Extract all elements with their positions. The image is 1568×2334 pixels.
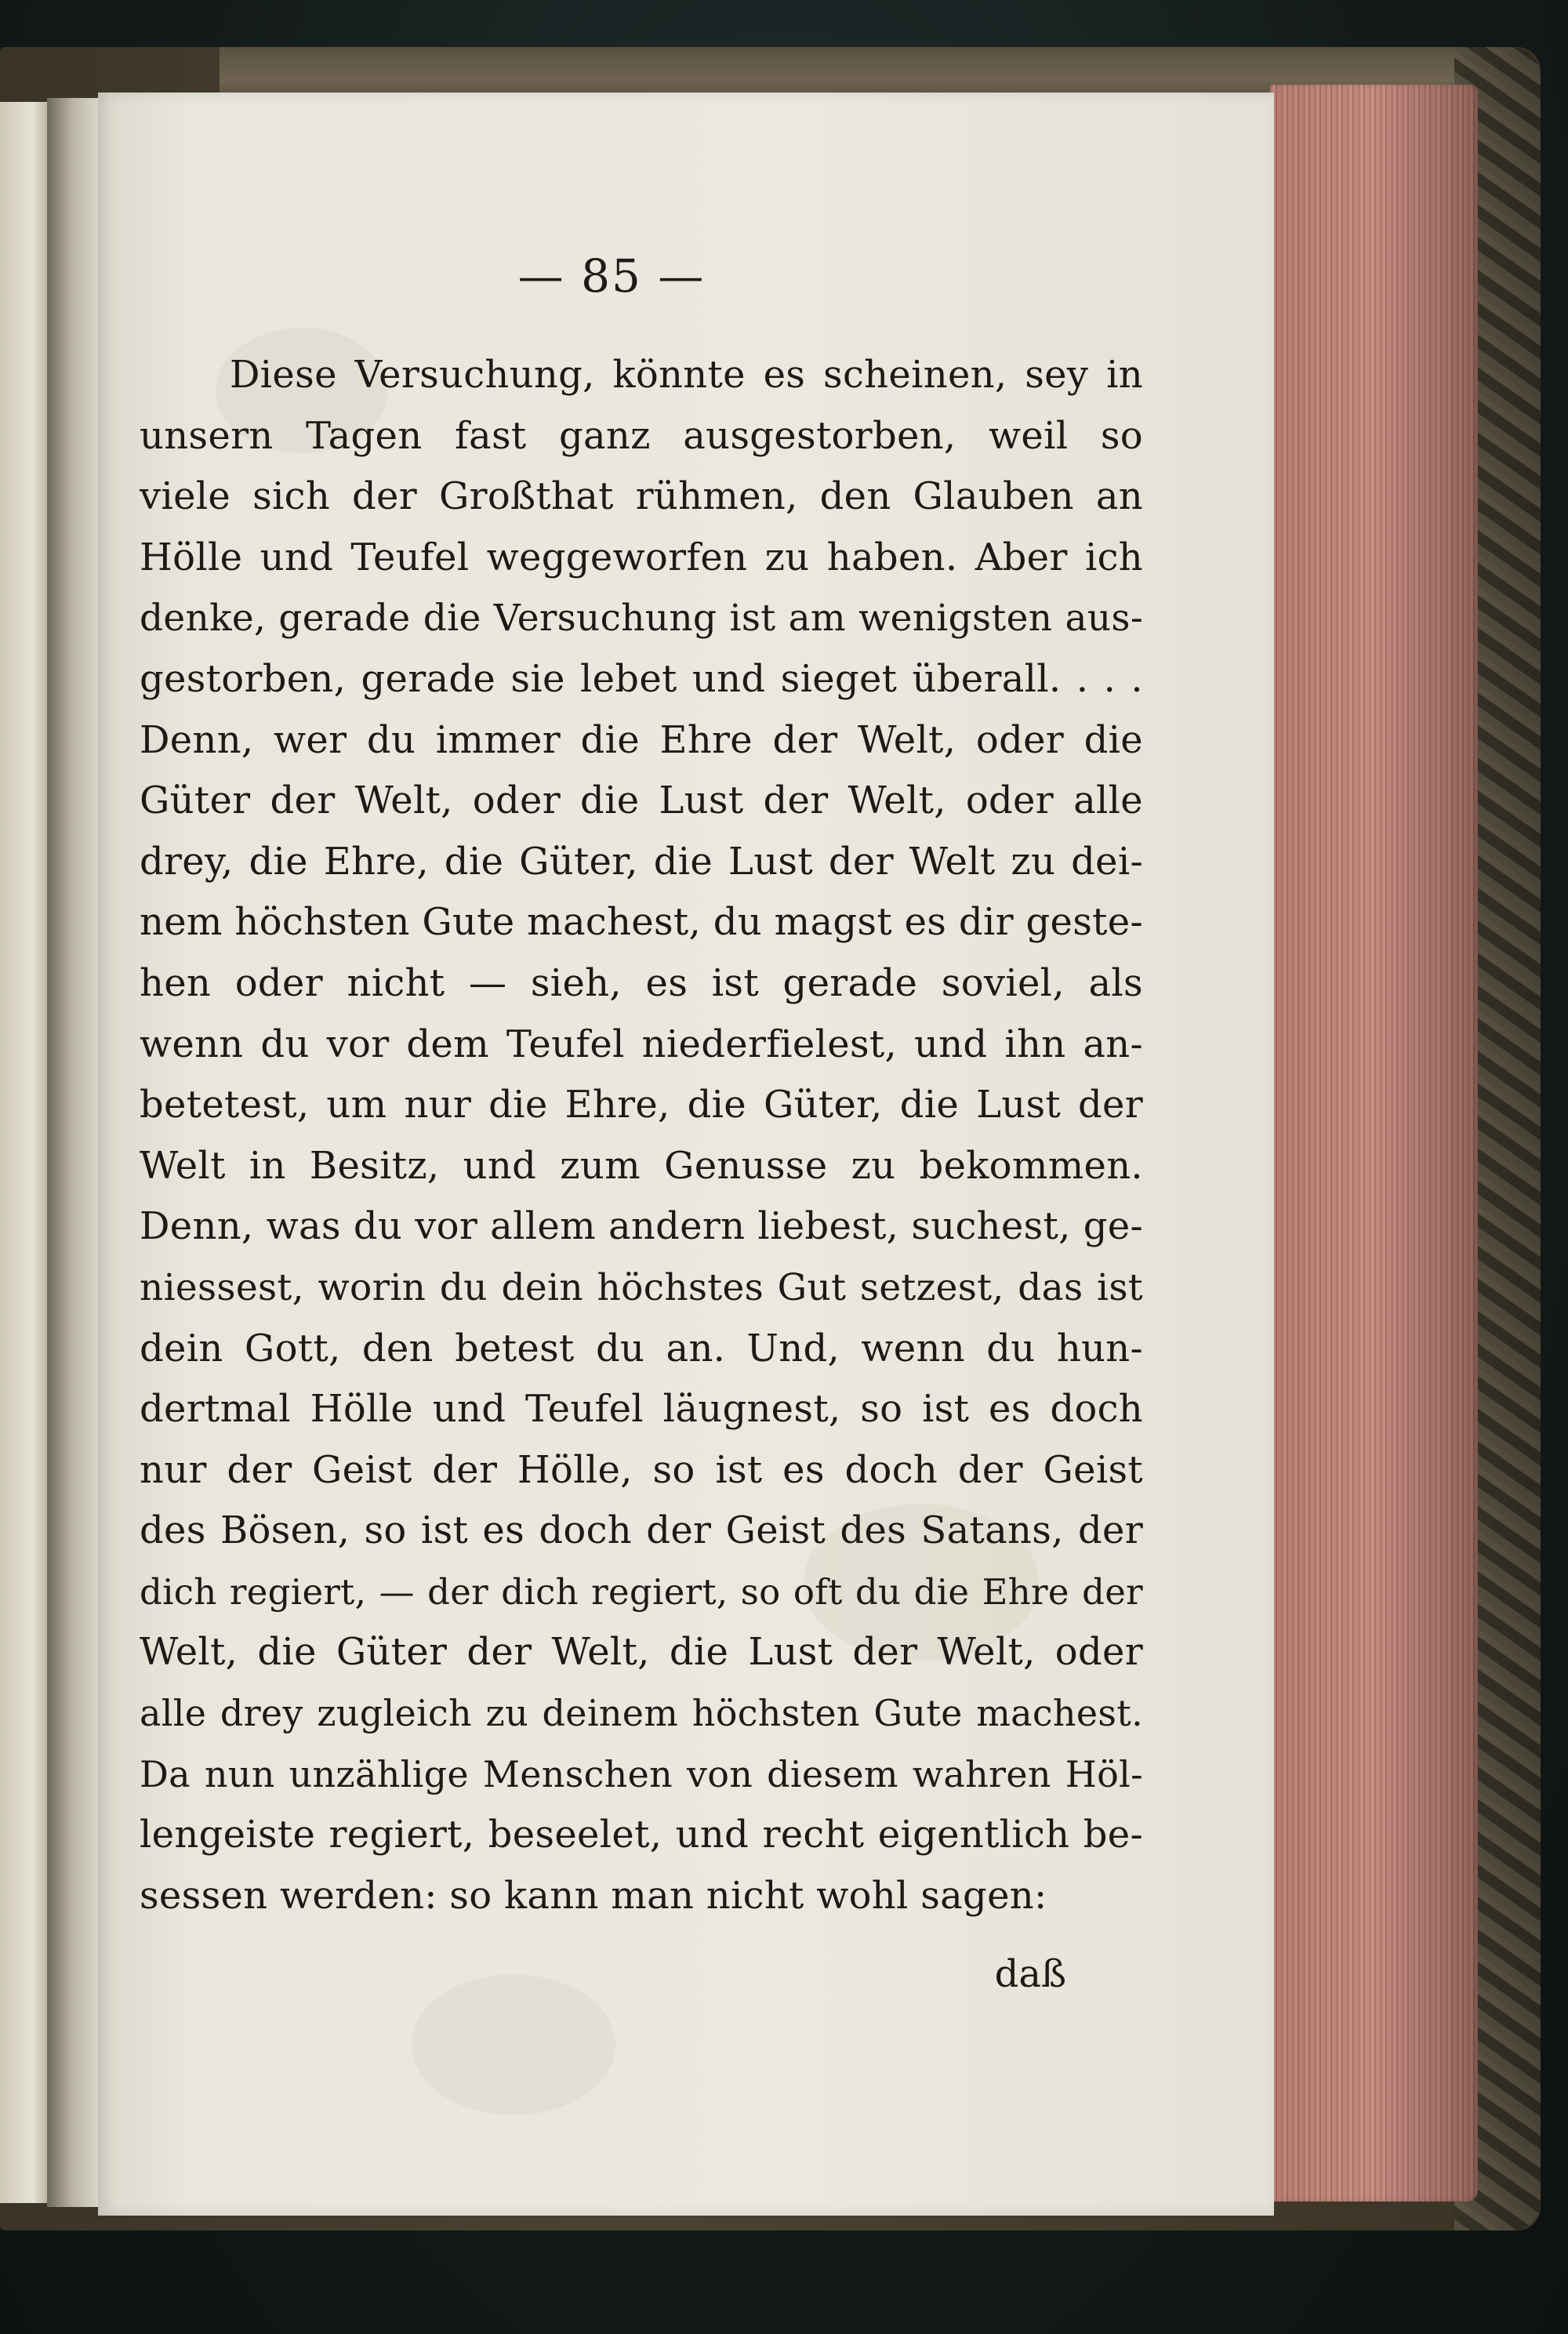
page-number: — 85 — bbox=[517, 249, 706, 303]
text-line: hen oder nicht — sieh, es ist gerade soviel, als bbox=[140, 960, 1143, 1005]
text-line: Denn, wer du immer die Ehre der Welt, oder die bbox=[140, 717, 1143, 762]
left-page bbox=[0, 102, 47, 2203]
text-line: niessest, worin du dein höchstes Gut setzest, das ist bbox=[140, 1265, 1143, 1309]
text-line: Diese Versuchung, könnte es scheinen, sey in bbox=[230, 353, 1143, 397]
text-line: dich regiert, — der dich regiert, so oft du die Ehre der bbox=[140, 1570, 1143, 1613]
text-line: drey, die Ehre, die Güter, die Lust der Welt zu dei- bbox=[140, 839, 1143, 884]
text-line: nur der Geist der Hölle, so ist es doch der Geist bbox=[140, 1447, 1143, 1492]
text-line: Welt in Besitz, und zum Genusse zu bekommen. bbox=[140, 1143, 1143, 1188]
book-gutter bbox=[47, 98, 102, 2207]
text-body bbox=[140, 345, 1143, 1926]
text-line: dertmal Hölle und Teufel läugnest, so ist es doch bbox=[140, 1387, 1143, 1432]
text-line: wenn du vor dem Teufel niederfielest, und ihn an- bbox=[140, 1022, 1143, 1066]
catchword: daß bbox=[994, 1952, 1066, 1996]
text-line: Güter der Welt, oder die Lust der Welt, oder alle bbox=[140, 779, 1143, 823]
text-line: sessen werden: so kann man nicht wohl sagen: bbox=[140, 1873, 1047, 1918]
text-line: Denn, was du vor allem andern liebest, suchest, ge- bbox=[140, 1204, 1143, 1249]
page-edges-shade bbox=[1270, 85, 1478, 2202]
text-line: denke, gerade die Versuchung ist am wenigsten aus- bbox=[140, 597, 1143, 641]
text-line: betetest, um nur die Ehre, die Güter, die Lust der bbox=[140, 1083, 1143, 1127]
text-line: nem höchsten Gute machest, du magst es dir geste- bbox=[140, 900, 1143, 945]
text-line: gestorben, gerade sie lebet und sieget überall. . . . bbox=[140, 656, 1143, 701]
text-line: unsern Tagen fast ganz ausgestorben, weil so bbox=[140, 413, 1143, 458]
text-line: dein Gott, den betest du an. Und, wenn du hun- bbox=[140, 1326, 1143, 1370]
text-line: Hölle und Teufel weggeworfen zu haben. Aber ich bbox=[140, 535, 1143, 579]
text-line: viele sich der Großthat rühmen, den Glauben an bbox=[140, 474, 1143, 519]
text-line: Welt, die Güter der Welt, die Lust der Welt, oder bbox=[140, 1630, 1143, 1675]
text-line: Da nun unzählige Menschen von diesem wahren Höl- bbox=[140, 1752, 1143, 1795]
paper-stain bbox=[412, 1974, 615, 2115]
text-line: lengeiste regiert, beseelet, und recht eigentlich be- bbox=[140, 1813, 1143, 1857]
text-line: alle drey zugleich zu deinem höchsten Gute machest. bbox=[140, 1692, 1143, 1735]
text-line: des Bösen, so ist es doch der Geist des Satans, der bbox=[140, 1508, 1143, 1553]
